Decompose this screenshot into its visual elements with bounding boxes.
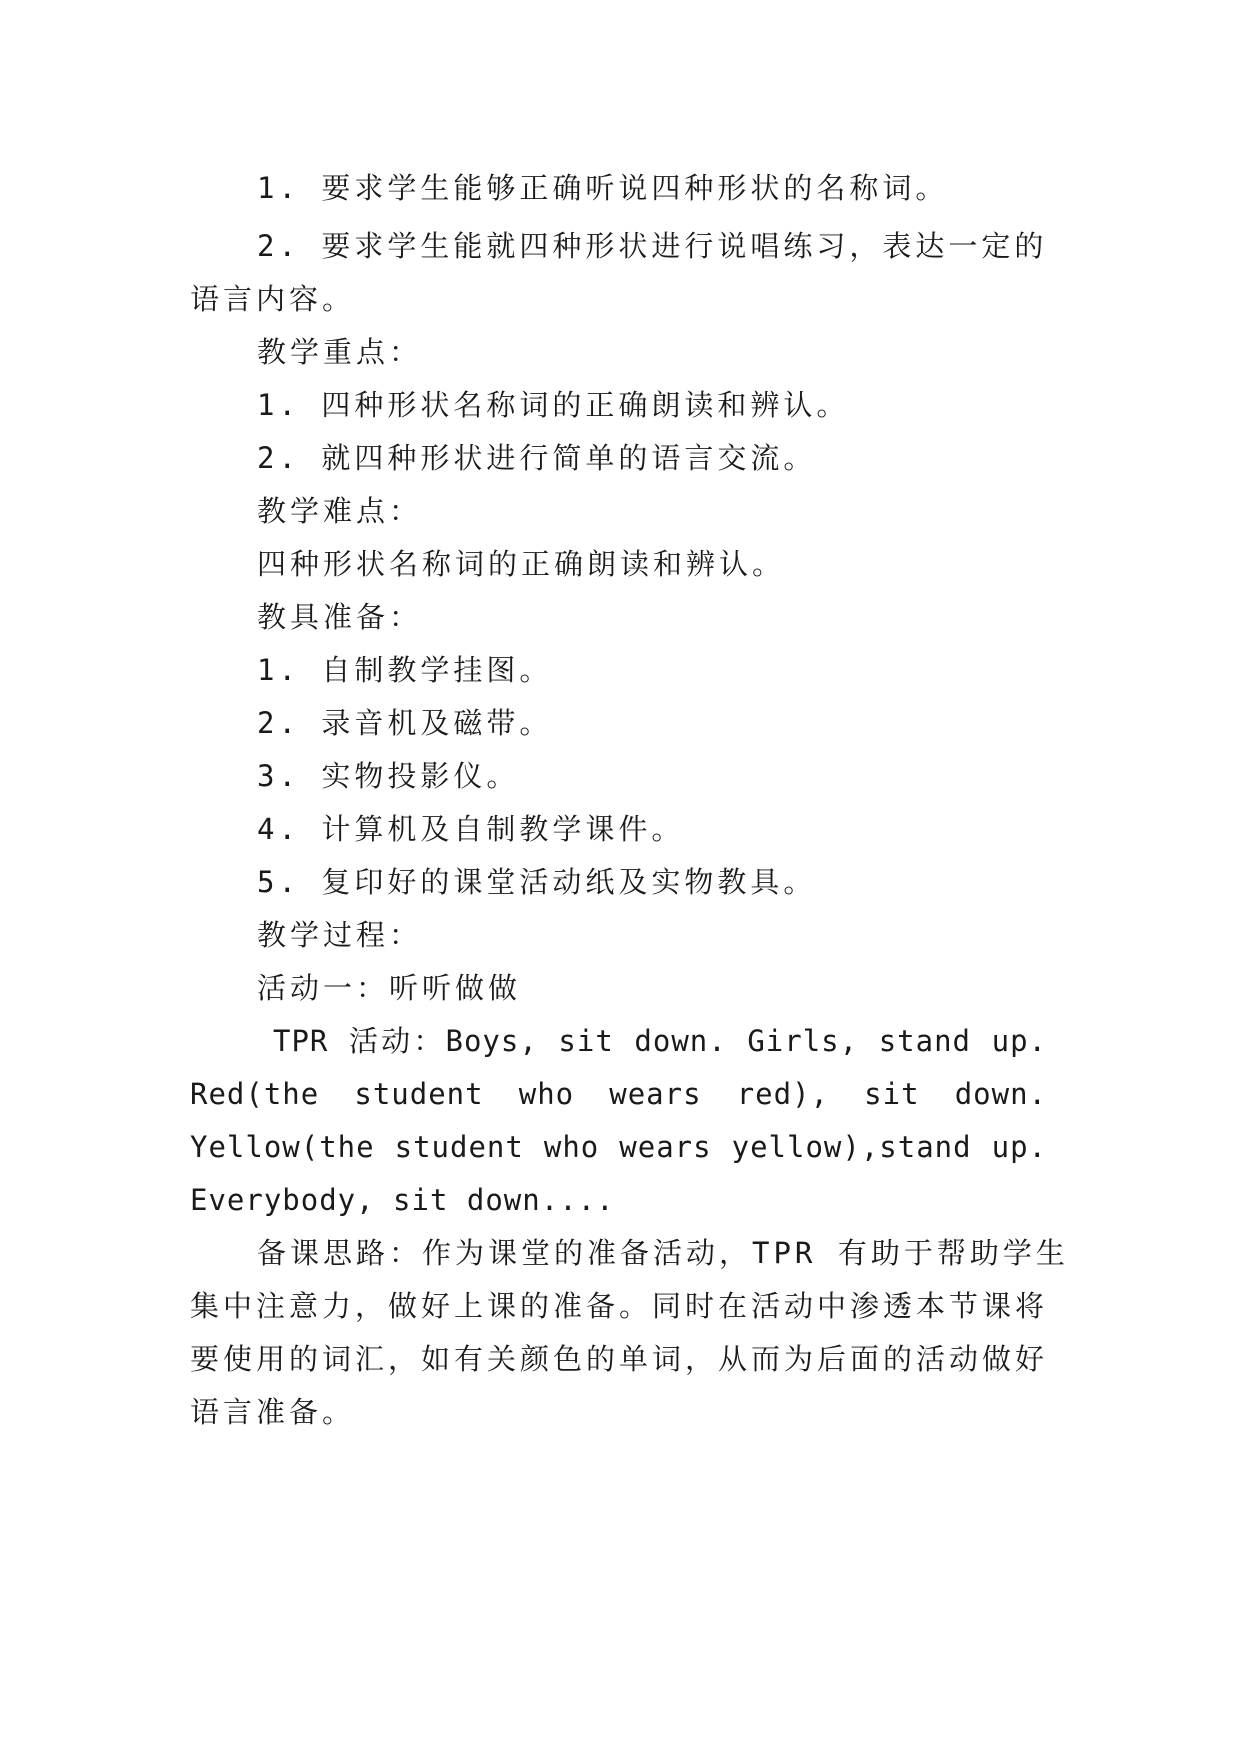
objective-2-continued: 语言内容。 bbox=[190, 282, 356, 316]
materials-heading: 教具准备： bbox=[257, 600, 423, 634]
objective-2: 2. 要求学生能就四种形状进行说唱练习，表达一定的 bbox=[257, 229, 1048, 263]
material-3: 3. 实物投影仪。 bbox=[257, 759, 520, 793]
objective-1: 1. 要求学生能够正确听说四种形状的名称词。 bbox=[257, 171, 949, 205]
prep-rationale-line-2: 集中注意力，做好上课的准备。同时在活动中渗透本节课将 bbox=[190, 1289, 1049, 1323]
process-heading: 教学过程： bbox=[257, 918, 423, 952]
difficulty-text: 四种形状名称词的正确朗读和辨认。 bbox=[257, 547, 786, 581]
key-point-1: 1. 四种形状名称词的正确朗读和辨认。 bbox=[257, 388, 850, 422]
material-1: 1. 自制教学挂图。 bbox=[257, 653, 553, 687]
difficulty-heading: 教学难点： bbox=[257, 494, 423, 528]
activity-1-title: 活动一：听听做做 bbox=[257, 971, 522, 1005]
key-points-heading: 教学重点： bbox=[257, 335, 423, 369]
prep-rationale-line-4: 语言准备。 bbox=[190, 1395, 356, 1429]
prep-rationale-line-3: 要使用的词汇，如有关颜色的单词，从而为后面的活动做好 bbox=[190, 1342, 1049, 1376]
tpr-line-1: TPR 活动：Boys, sit down. Girls, stand up. bbox=[273, 1024, 1047, 1058]
material-4: 4. 计算机及自制教学课件。 bbox=[257, 812, 685, 846]
tpr-line-2: Red(the student who wears red), sit down. bbox=[190, 1077, 1047, 1111]
material-5: 5. 复印好的课堂活动纸及实物教具。 bbox=[257, 865, 817, 899]
tpr-line-3: Yellow(the student who wears yellow),stand up. bbox=[190, 1130, 1047, 1164]
tpr-line-4: Everybody, sit down.... bbox=[190, 1183, 615, 1217]
material-2: 2. 录音机及磁带。 bbox=[257, 706, 553, 740]
key-point-2: 2. 就四种形状进行简单的语言交流。 bbox=[257, 441, 817, 475]
prep-rationale-line-1: 备课思路：作为课堂的准备活动，TPR 有助于帮助学生 bbox=[257, 1236, 1069, 1270]
